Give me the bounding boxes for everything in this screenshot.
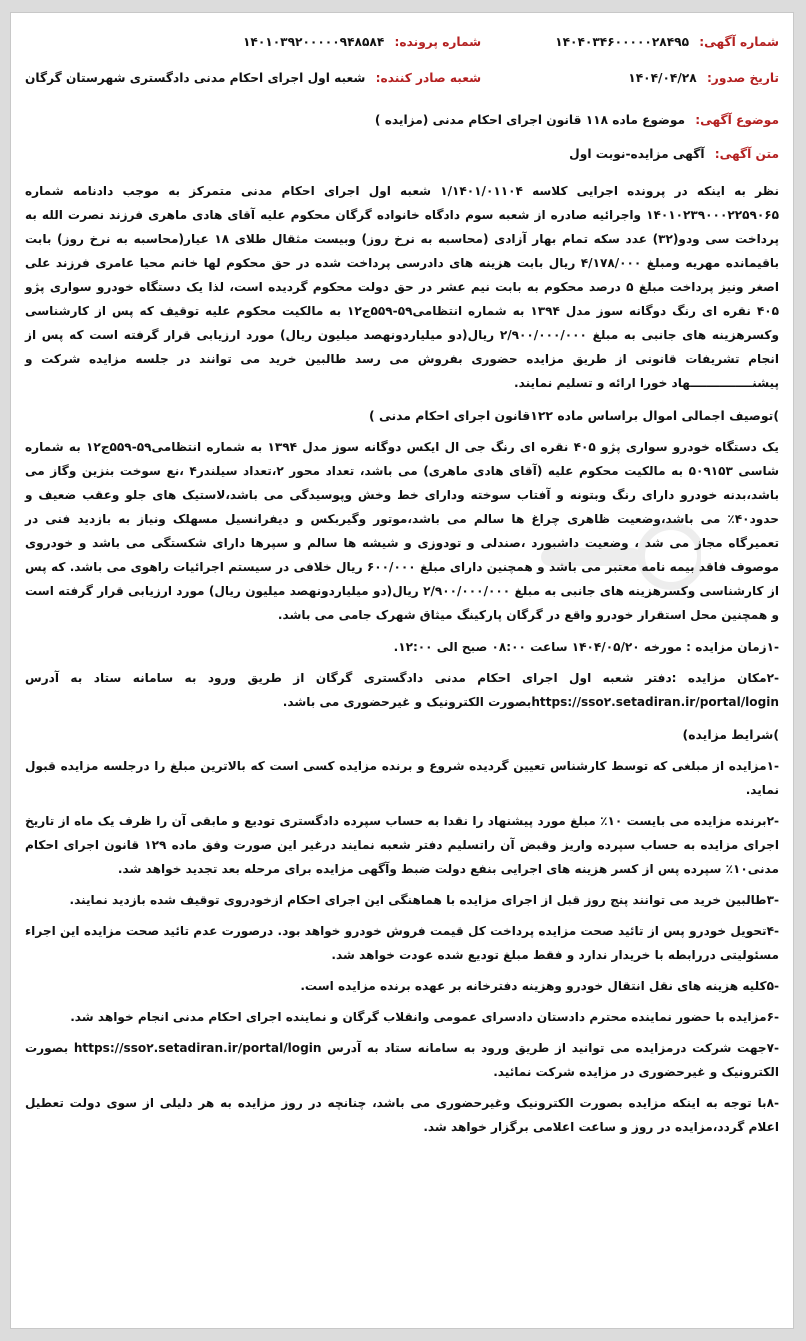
issue-date-value: ۱۴۰۴/۰۴/۲۸	[628, 71, 697, 85]
subject-label: موضوع آگهی:	[695, 113, 779, 127]
notice-number	[509, 33, 779, 51]
issuer	[25, 69, 481, 87]
notice-number-value: ۱۴۰۴۰۳۴۶۰۰۰۰۰۲۸۴۹۵	[555, 35, 690, 49]
condition-item: -۲برنده مزایده می بایست ۱۰٪ مبلغ مورد پیشنهاد را نقدا به حساب سپرده دادگستری تودیع و مابقی آن را ظرف یک ماه از تاریخ اجرای مزایده به حساب سپرده واریز وقبض آن راتسلیم دفتر شعبه نمایند درغیر این صورت وفق ماده ۱۲۹ قانون اجرای احکام مدنی۱۰٪ سپرده پس از کسر هزینه های اجرایی بنفع دولت ضبط وآگهی مزایده برای مرحله بعد تجدید خواهد شد.	[25, 814, 780, 876]
condition-item: -۶مزایده با حضور نماینده محترم دادستان دادسرای عمومی وانقلاب گرگان و نماینده اجرای احکام مدنی انجام خواهد شد.	[70, 1010, 779, 1024]
issuer-value: شعبه اول اجرای احکام مدنی دادگستری شهرستان گرگان	[25, 71, 366, 85]
auction-place-suffix: بصورت الکترونیک و غیرحضوری می باشد.	[282, 695, 532, 709]
case-number-label: شماره پرونده:	[394, 35, 482, 49]
auction-time: -۱زمان مزایده : مورخه ۱۴۰۴/۰۵/۲۰ ساعت ۰۸:۰۰ صبح الی ۱۲:۰۰.	[393, 640, 779, 654]
issue-date-label: تاریخ صدور:	[706, 71, 779, 85]
notice-number-label: شماره آگهی:	[699, 35, 779, 49]
notice-text-label: متن آگهی:	[714, 147, 779, 161]
setad-portal-link-2[interactable]: https://sso۲.setadiran.ir/portal/login	[73, 1041, 322, 1055]
description-paragraph: یک دستگاه خودرو سواری پژو ۴۰۵ نقره ای رنگ جی ال ایکس دوگانه سوز مدل ۱۳۹۴ به شماره انتظامی۵۹-۵۵۹ج۱۲ به شماره شاسی ۵۰۹۱۵۳ به مالکیت محکوم علیه (آقای هادی ماهری) می باشد، تعداد محور ۲،تعداد سیلندر۴ ،نع سوخت بنزین وگاز می باشد،بدنه خودرو دارای رنگ وبتونه و آفتاب سوخته ودارای خط وخش وپوسیدگی می باشد،لاستیک های جلو وعقب ضعیف و حدود۴۰٪ می باشد،وضعیت ظاهری چراغ ها سالم می باشد،موتور وگیربکس و دیفرانسیل مسهلک ونیاز به بازدید فنی در تعمیرگاه مجاز می شد ، وضعیت داشبورد ،صندلی و تودوزی و شیشه ها سالم و سپرها دارای شکستگی می باشد و خودروی موصوف فاقد بیمه نامه معتبر می باشد و همچنین دارای مبلغ ۶۰۰/۰۰۰ ریال خلافی در سیستم اجرائیات راهوی می باشد. که پس از کارشناسی وکسرهزینه های جانبی به مبلغ ۲/۹۰۰/۰۰۰/۰۰۰ ریال(دو میلیاردونهصد میلیون ریال) مورد ارزیابی قرار گرفته است و همچنین محل استقرار خودرو واقع در گرگان پارکینگ میثاق شهرک جامی می باشد.	[25, 440, 779, 622]
setad-portal-link[interactable]: https://sso۲.setadiran.ir/portal/login	[531, 695, 779, 709]
condition-item: -۵کلیه هزینه های نقل انتقال خودرو وهزینه دفترخانه بر عهده برنده مزایده است.	[300, 979, 779, 993]
description-heading: )توصیف اجمالی اموال براساس ماده ۱۲۲قانون اجرای احکام مدنی )	[368, 408, 779, 423]
condition-item: -۱مزایده از مبلغی که توسط کارشناس تعیین گردیده شروع و برنده مزایده کسی است که بالاترین مبلغ را درجلسه مزایده قبول نماید.	[25, 759, 779, 797]
header-grid	[25, 33, 779, 87]
notice-page	[10, 12, 794, 1329]
condition-item: -۴تحویل خودرو پس از تائید صحت مزایده پرداخت کل قیمت فروش خودرو خواهد بود. درصورت عدم تائید صحت مزایده این اجراء مسئولیتی دررابطه با خریدار ندارد و فقط مبلغ تودیع شده عودت خواهد شد.	[25, 924, 779, 962]
notice-text-value: آگهی مزایده-نوبت اول	[569, 147, 705, 161]
case-number-value: ۱۴۰۱۰۳۹۲۰۰۰۰۰۹۴۸۵۸۴	[242, 35, 385, 49]
condition-7-prefix: -۷جهت شرکت درمزایده می توانید از طریق ورود به سامانه ستاد به آدرس	[327, 1041, 779, 1055]
issue-date	[509, 69, 779, 87]
subject-row	[25, 111, 779, 129]
auction-place	[25, 666, 779, 714]
condition-item-8: -۸با توجه به اینکه مزایده بصورت الکترونیک وغیرحضوری می باشد، چنانچه در روز مزایده به هر دلیلی از سوی دولت تعطیل اعلام گردد،مزایده در روز و ساعت اعلامی برگزار خواهد شد.	[25, 1096, 779, 1134]
condition-item: -۳طالبین خرید می توانند پنج روز قبل از اجرای مزایده با هماهنگی این اجرای احکام ازخودروی توقیف شده بازدید نمایند.	[69, 893, 779, 907]
case-number	[25, 33, 481, 51]
condition-7-suffix: بصورت الکترونیک و غیرحضوری در مزایده شرکت نمائید.	[25, 1041, 779, 1079]
intro-paragraph: نظر به اینکه در پرونده اجرایی کلاسه ۱/۱۴۰۱/۰۱۱۰۴ شعبه اول اجرای احکام مدنی متمرکز به موجب دادنامه شماره ۱۴۰۱۰۲۳۹۰۰۰۲۲۵۹۰۶۵ واجرائیه صادره از شعبه سوم دادگاه خانواده گرگان محکوم علیه آقای هادی ماهری فرزند نصرت الله به پرداخت سی ودو(۳۲) عدد سکه تمام بهار آزادی (محاسبه به نرخ روز) وبیست مثقال طلای ۱۸ عیار(محاسبه به نرخ روز) بابت باقیمانده مهریه ومبلغ ۴/۱۷۸/۰۰۰ ریال بابت هزینه های دادرسی پرداخت شده در حق محکوم لها خانم محیا عامری فرزند علی اصغر ونیز پرداخت مبلغ ۵ درصد محکوم به بابت نیم عشر در حق دولت محکوم گردیده است، لذا یک دستگاه خودرو سواری پژو ۴۰۵ نقره ای رنگ دوگانه سوز مدل ۱۳۹۴ به شماره انتظامی۵۹-۵۵۹ج۱۲ به مالکیت محکوم علیه توقیف که پس از کارشناسی وکسرهزینه های جانبی به مبلغ ۲/۹۰۰/۰۰۰/۰۰۰ ریال(دو میلیاردونهصد میلیون ریال) مورد ارزیابی قرار گرفته است که پس از انجام تشریفات قانونی از طریق مزایده حضوری بفروش می رسد طالبین خرید می توانند در جلسه مزایده شرکت و پیشنـــــــــــــــهاد خورا ارائه و تسلیم نمایند.	[25, 184, 779, 390]
issuer-label: شعبه صادر کننده:	[375, 71, 482, 85]
auction-place-prefix: -۲مکان مزایده :دفتر شعبه اول اجرای احکام مدنی دادگستری گرگان از طریق ورود به سامانه ستاد به آدرس	[25, 671, 779, 685]
conditions-heading: )شرایط مزایده)	[682, 727, 779, 742]
subject-value: موضوع ماده ۱۱۸ قانون اجرای احکام مدنی (مزایده )	[374, 113, 686, 127]
condition-item-7	[25, 1036, 779, 1084]
notice-text-row	[25, 145, 779, 163]
